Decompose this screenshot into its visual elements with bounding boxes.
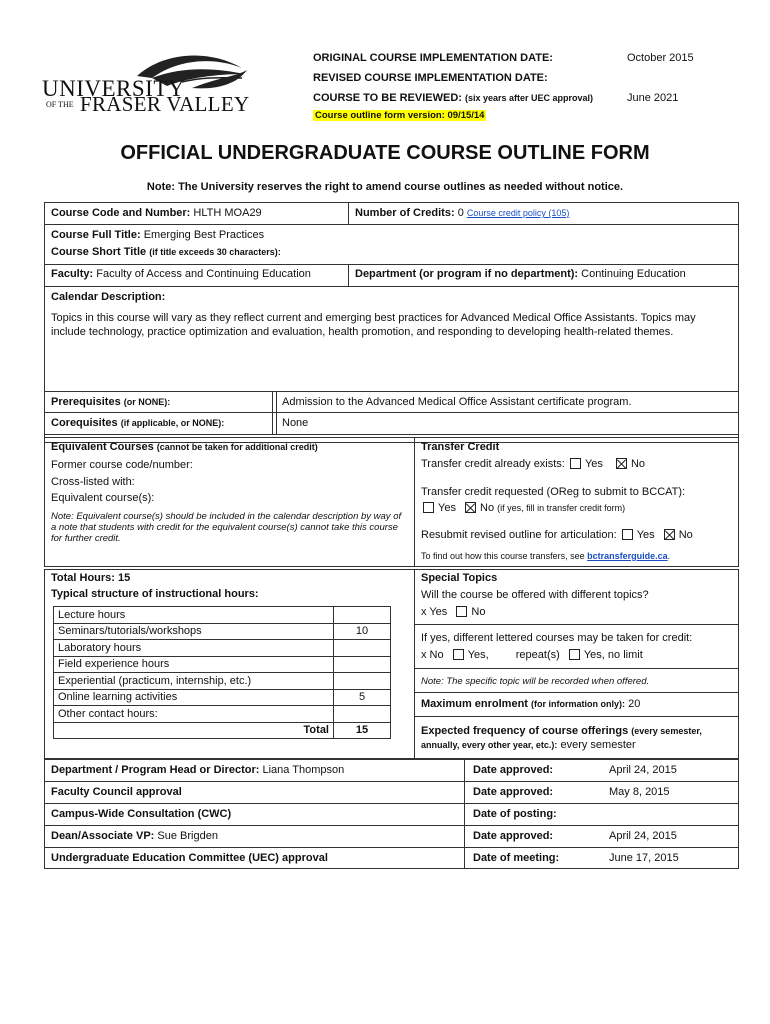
review-note: (six years after UEC approval) (465, 93, 594, 103)
approval-date-label: Date approved: (473, 764, 554, 776)
frequency-label: Expected frequency of course offerings (421, 725, 629, 737)
equivalent-courses-label: Equivalent course(s): (51, 492, 155, 504)
course-code-field (51, 207, 262, 219)
hours-row-label: Online learning activities (54, 689, 334, 706)
approval-left-value: Sue Brigden (157, 830, 218, 842)
coreq-label: Corequisites (51, 417, 118, 429)
former-code-label: Former course code/number: (51, 459, 193, 471)
department-field (355, 268, 686, 280)
hours-row (54, 656, 391, 673)
resubmit-no-checkbox[interactable] (664, 529, 675, 540)
max-enrolment-row (421, 698, 640, 710)
coreq-label-cell (51, 417, 224, 429)
calendar-description: Topics in this course will vary as they reflect current and emerging best practices for Advanced Medical Office Assistants. Topics may include technology, practice optimization and evaluation, health promotion, and responding to developing health-related themes. (51, 312, 696, 338)
transfer-exists-no-label: No (630, 458, 646, 470)
transfer-requested-label: Transfer credit requested (OReg to submit to BCCAT): (421, 486, 686, 498)
lettered-row (421, 649, 643, 661)
prereq-label-cell (51, 396, 170, 408)
approval-date-value: May 8, 2015 (609, 786, 670, 798)
hours-row (54, 673, 391, 690)
approval-left-label: Undergraduate Education Committee (UEC) approval (51, 852, 328, 864)
hours-row-value[interactable] (334, 640, 391, 657)
hours-row-value[interactable] (334, 656, 391, 673)
total-hours-label: Total Hours: (51, 572, 115, 584)
revised-date-label: REVISED COURSE IMPLEMENTATION DATE: (313, 72, 548, 84)
transfer-exists-label: Transfer credit already exists: (421, 458, 565, 470)
special-no-checkbox[interactable] (456, 606, 467, 617)
credits-field (355, 207, 569, 219)
credits-value: 0 (457, 207, 464, 219)
total-hours-row (51, 572, 130, 584)
approval-left-cell (51, 764, 344, 776)
hours-row-value[interactable] (334, 673, 391, 690)
transfer-exists-row (421, 458, 645, 470)
transfer-requested-row (421, 502, 625, 514)
approval-date-value: April 24, 2015 (609, 764, 677, 776)
hours-row (54, 689, 391, 706)
ufv-logo (42, 48, 252, 120)
transfer-requested-yes-label: Yes (438, 502, 456, 514)
hours-row (54, 640, 391, 657)
find-transfer-end: . (667, 551, 671, 561)
hours-row (54, 607, 391, 624)
faculty-label: Faculty: (51, 268, 94, 280)
hours-row-value[interactable] (334, 706, 391, 723)
equivalent-heading: Equivalent Courses (51, 441, 154, 453)
approval-date-label: Date approved: (473, 830, 554, 842)
hours-row-value[interactable]: 10 (334, 623, 391, 640)
short-title-label: Course Short Title (51, 246, 147, 258)
original-date-value: October 2015 (627, 52, 694, 64)
resubmit-yes-checkbox[interactable] (622, 529, 633, 540)
original-date-label: ORIGINAL COURSE IMPLEMENTATION DATE: (313, 52, 553, 64)
hours-row-label: Experiential (practicum, internship, etc.) (54, 673, 334, 690)
cross-listed-label: Cross-listed with: (51, 476, 135, 488)
lettered-question: If yes, different lettered courses may be taken for credit: (421, 632, 693, 644)
logo-line1: UNIVERSITY (42, 76, 185, 101)
special-topics-heading: Special Topics (421, 572, 498, 584)
lettered-yes-label: Yes, (467, 649, 489, 661)
approval-left-cell (51, 852, 328, 864)
full-title-label: Course Full Title: (51, 229, 141, 241)
short-title-field (51, 246, 281, 258)
hours-row-label: Seminars/tutorials/workshops (54, 623, 334, 640)
equivalent-note: Note: Equivalent course(s) should be included in the calendar description by way of a note that students with credit for the equivalent course(s) cannot take this course for further credit. (51, 511, 402, 544)
structure-label: Typical structure of instructional hours: (51, 588, 259, 600)
lettered-nolimit-label: Yes, no limit (583, 649, 643, 661)
max-enrolment-label: Maximum enrolment (421, 698, 528, 710)
approval-left-label: Campus-Wide Consultation (CWC) (51, 808, 232, 820)
max-enrolment-value: 20 (628, 698, 641, 710)
bctransferguide-link[interactable]: bctransferguide.ca (587, 551, 668, 561)
transfer-requested-no-checkbox[interactable] (465, 502, 476, 513)
logo-of-the: OF THE (46, 100, 74, 109)
hours-row-value[interactable] (334, 607, 391, 624)
prereq-label: Prerequisites (51, 396, 121, 408)
equivalent-heading-row (51, 441, 318, 453)
approval-left-label: Department / Program Head or Director: (51, 764, 260, 776)
hours-row (54, 706, 391, 723)
transfer-requested-no-label: No (480, 502, 495, 514)
approval-date-value: June 17, 2015 (609, 852, 679, 864)
transfer-exists-no-checkbox[interactable] (616, 458, 627, 469)
page-title: OFFICIAL UNDERGRADUATE COURSE OUTLINE FORM (120, 142, 650, 164)
hours-row (54, 623, 391, 640)
review-row (313, 92, 593, 104)
credit-policy-link[interactable]: Course credit policy (105) (466, 208, 570, 218)
resubmit-yes-label: Yes (636, 529, 655, 541)
logo-line2: FRASER VALLEY (80, 92, 250, 116)
approval-left-cell (51, 786, 182, 798)
prereq-note: (or NONE): (123, 397, 171, 407)
course-code-label: Course Code and Number: (51, 207, 191, 219)
transfer-requested-yes-checkbox[interactable] (423, 502, 434, 513)
special-topic-note: Note: The specific topic will be recorded when offered. (421, 676, 650, 687)
frequency-row (421, 724, 733, 752)
hours-table (53, 606, 391, 739)
amend-note: Note: The University reserves the right to amend course outlines as needed without notice. (146, 181, 624, 193)
approval-left-cell (51, 808, 231, 820)
hours-row-label: Laboratory hours (54, 640, 334, 657)
course-code-value: HLTH MOA29 (193, 207, 262, 219)
special-offered-row (421, 606, 485, 618)
special-question: Will the course be offered with different topics? (421, 589, 649, 601)
department-value: Continuing Education (581, 268, 686, 280)
department-label: Department (or program if no department): (355, 268, 579, 280)
full-title-field (51, 229, 264, 241)
hours-total-label: Total (54, 722, 334, 739)
transfer-requested-note: (if yes, fill in transfer credit form) (497, 503, 626, 513)
resubmit-no-label: No (678, 529, 693, 541)
calendar-label: Calendar Description: (51, 291, 166, 303)
hours-row-label: Field experience hours (54, 656, 334, 673)
form-version: Course outline form version: 09/15/14 (315, 110, 485, 121)
transfer-heading: Transfer Credit (421, 441, 500, 453)
special-no-label: No (471, 606, 486, 618)
find-transfer-text: To find out how this course transfers, see (421, 551, 585, 561)
review-label: COURSE TO BE REVIEWED: (313, 92, 462, 104)
faculty-field (51, 268, 311, 280)
approval-left-cell (51, 830, 218, 842)
find-transfer-row (421, 551, 670, 561)
coreq-note: (if applicable, or NONE): (120, 418, 225, 428)
hours-row-label: Other contact hours: (54, 706, 334, 723)
hours-total-value: 15 (334, 722, 391, 739)
lettered-x-no: x No (421, 649, 444, 661)
total-hours-value: 15 (118, 572, 131, 584)
max-enrolment-note: (for information only): (531, 699, 626, 709)
lettered-nolimit-checkbox[interactable] (569, 649, 580, 660)
frequency-value: every semester (560, 739, 636, 751)
special-x-yes: x Yes (421, 606, 448, 618)
coreq-value: None (282, 417, 309, 429)
approval-date-label: Date of meeting: (473, 852, 560, 864)
prereq-value: Admission to the Advanced Medical Office Assistant certificate program. (282, 396, 632, 408)
transfer-exists-yes-checkbox[interactable] (570, 458, 581, 469)
approval-date-value: April 24, 2015 (609, 830, 677, 842)
resubmit-row (421, 529, 693, 541)
faculty-value: Faculty of Access and Continuing Education (96, 268, 311, 280)
approval-left-value: Liana Thompson (262, 764, 345, 776)
full-title-value: Emerging Best Practices (143, 229, 265, 241)
approval-left-label: Faculty Council approval (51, 786, 182, 798)
approval-date-label: Date of posting: (473, 808, 557, 820)
hours-row-value[interactable]: 5 (334, 689, 391, 706)
resubmit-label: Resubmit revised outline for articulation: (421, 529, 617, 541)
approval-left-label: Dean/Associate VP: (51, 830, 155, 842)
review-value: June 2021 (627, 92, 679, 104)
lettered-repeat-label: repeat(s) (515, 649, 560, 661)
frequency-note: (every semester, annually, every other year, etc.): (421, 726, 702, 750)
credits-label: Number of Credits: (355, 207, 455, 219)
hours-total-row (54, 722, 391, 739)
approval-date-label: Date approved: (473, 786, 554, 798)
transfer-exists-yes-label: Yes (584, 458, 603, 470)
hours-row-label: Lecture hours (54, 607, 334, 624)
lettered-yes-checkbox[interactable] (453, 649, 464, 660)
short-title-note: (if title exceeds 30 characters): (149, 247, 281, 257)
equivalent-heading-note: (cannot be taken for additional credit) (156, 442, 318, 452)
